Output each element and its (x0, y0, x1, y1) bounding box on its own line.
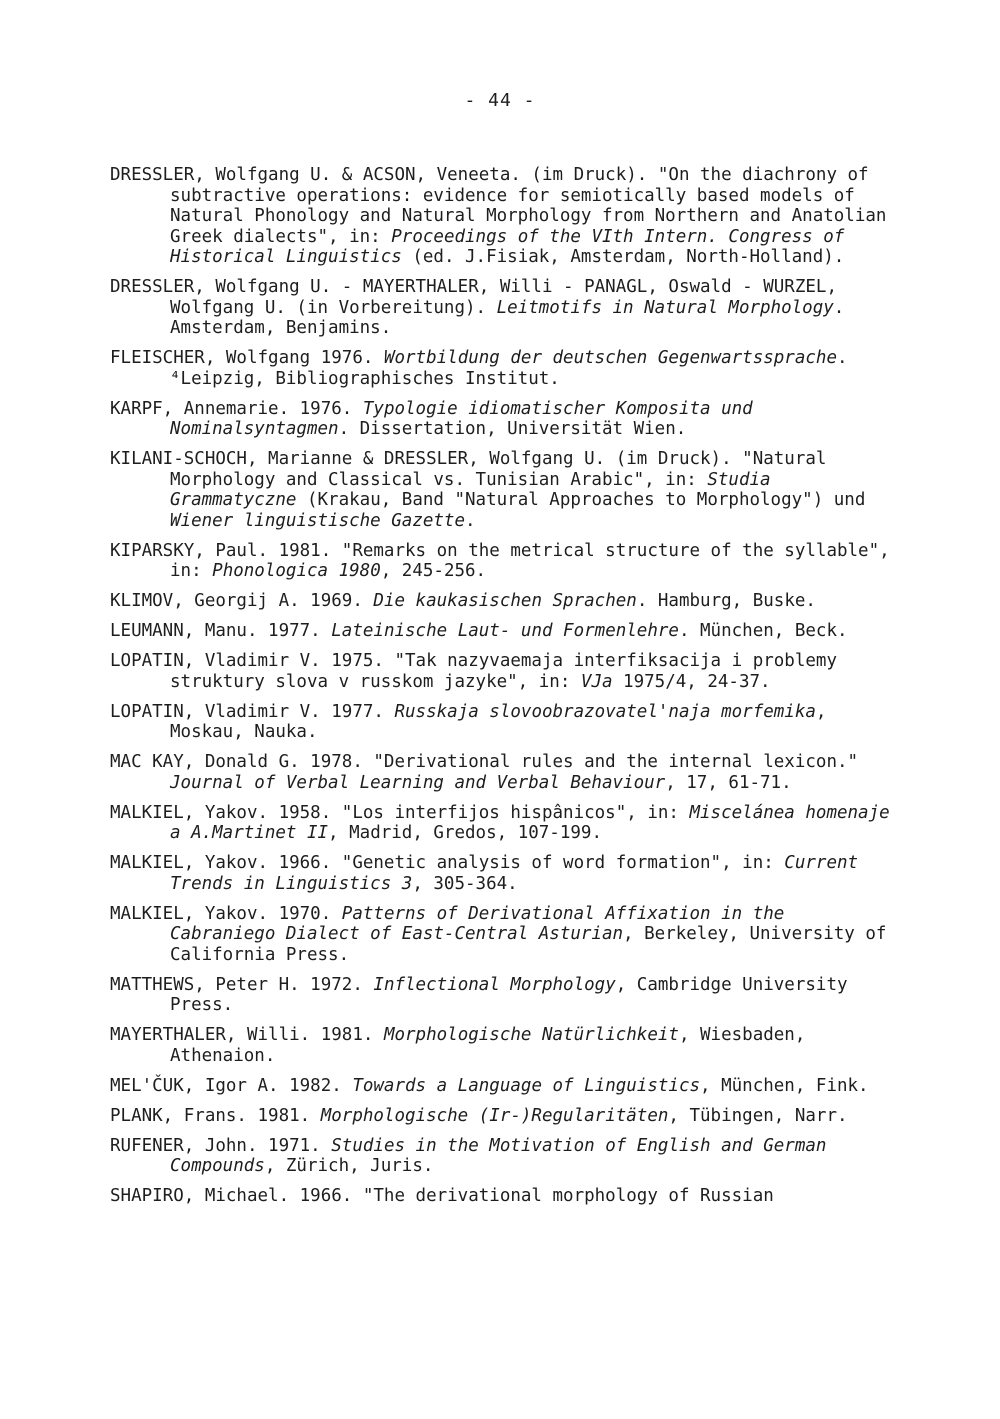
reference-entry-shapiro (110, 1186, 890, 1207)
reference-entry-leumann (110, 621, 890, 642)
reference-text: MAYERTHALER, Willi. 1981. (110, 1025, 384, 1045)
reference-title: Russkaja slovoobrazovatel'naja morfemika (394, 701, 816, 722)
reference-entry-mayerthaler (110, 1025, 890, 1066)
reference-entry-lopatin-1975 (110, 651, 890, 692)
reference-title: Wiener linguistische Gazette (170, 510, 466, 531)
reference-title: VJa (580, 671, 613, 692)
reference-text: (ed. J.Fisiak, Amsterdam, North-Holland). (401, 247, 845, 267)
reference-text: . Dissertation, Universität Wien. (338, 419, 687, 439)
reference-entry-melcuk (110, 1076, 890, 1097)
reference-title: Die kaukasischen Sprachen (373, 591, 637, 611)
reference-text: , Madrid, Gredos, 107-199. (328, 823, 602, 843)
reference-text: 1975/4, 24-37. (612, 671, 771, 692)
reference-text: . Hamburg, Buske. (636, 591, 816, 611)
reference-text: LOPATIN, Vladimir V. 1977. (110, 701, 395, 722)
reference-entry-mackay (110, 752, 890, 793)
reference-entry-matthews (110, 975, 890, 1016)
reference-text: KLIMOV, Georgij A. 1969. (110, 591, 374, 611)
reference-entry-fleischer (110, 348, 890, 389)
reference-text: , 245-256. (380, 561, 487, 581)
reference-title: Wortbildung der deutschen Gegenwartssprache (383, 348, 837, 368)
reference-entry-malkiel-1966 (110, 853, 890, 894)
reference-text: MALKIEL, Yakov. 1970. (110, 903, 342, 924)
reference-text: . ⁴Leipzig, Bibliographisches Institut. (170, 348, 859, 389)
reference-text: MAC KAY, Donald G. 1978. "Derivational rules and the internal lexicon." (110, 752, 869, 772)
reference-entry-klimov (110, 591, 890, 612)
reference-text: , Wiesbaden, Athenaion. (170, 1025, 816, 1066)
reference-list (110, 165, 901, 1216)
reference-text: DRESSLER, Wolfgang U. & ACSON, Veneeta. (im Druck). "On the diachrony of subtractive operations: evidence for semiotically based models of Natural Phonology and Natural Morphology from Northern and Anatolian Greek dialects", in: (110, 165, 897, 247)
reference-text: . (465, 510, 476, 531)
reference-text: LOPATIN, Vladimir V. 1975. "Tak nazyvaemaja interfiksacija i problemy struktury slova v russkom jazyke", in: (110, 651, 848, 692)
reference-title: Typologie idiomatischer Komposita und Nominalsyntagmen (170, 398, 764, 439)
reference-text: . München, Beck. (678, 621, 848, 641)
page-number: - 44 - (464, 90, 536, 111)
reference-title: Morphologische (Ir-)Regularitäten (320, 1105, 669, 1126)
reference-text: KIPARSKY, Paul. 1981. "Remarks on the metrical structure of the syllable", in: (110, 540, 901, 581)
reference-title: Inflectional Morphology (373, 974, 616, 995)
reference-text: , 17, 61-71. (665, 772, 792, 793)
reference-title: Proceedings of the VIth Intern. Congress of Historical Linguistics (170, 226, 855, 267)
reference-entry-dressler-mayerthaler (110, 277, 890, 339)
reference-entry-malkiel-1958 (110, 802, 901, 844)
reference-entry-malkiel-1970 (110, 903, 897, 966)
reference-title: Lateinische Laut- und Formenlehre (331, 621, 679, 641)
reference-text: SHAPIRO, Michael. 1966. "The derivational morphology of Russian (110, 1186, 774, 1206)
reference-text: PLANK, Frans. 1981. (110, 1105, 321, 1126)
reference-title: Studia Grammatyczne (170, 469, 782, 510)
reference-text: FLEISCHER, Wolfgang 1976. (110, 348, 384, 368)
reference-text: , Tübingen, Narr. (668, 1105, 848, 1126)
reference-entry-dressler-acson (110, 165, 897, 268)
reference-title: Phonologica 1980 (212, 561, 381, 581)
reference-text: , Moskau, Nauka. (170, 701, 838, 742)
reference-text: KARPF, Annemarie. 1976. (110, 398, 363, 419)
reference-text: MALKIEL, Yakov. 1966. "Genetic analysis of word formation", in: (110, 853, 785, 873)
reference-text: KILANI-SCHOCH, Marianne & DRESSLER, Wolfgang U. (im Druck). "Natural Morphology and Classical vs. Tunisian Arabic", in: (110, 449, 837, 490)
reference-text: (Krakau, Band "Natural Approaches to Morphology") und (296, 490, 876, 510)
reference-title: Current Trends in Linguistics 3 (170, 853, 869, 894)
reference-text: LEUMANN, Manu. 1977. (110, 621, 332, 641)
reference-title: Morphologische Natürlichkeit (383, 1025, 679, 1045)
reference-title: Patterns of Derivational Affixation in the Cabraniego Dialect of East-Central Asturian (170, 903, 795, 944)
reference-text: RUFENER, John. 1971. (110, 1135, 332, 1156)
reference-text: , 305-364. (412, 873, 518, 894)
reference-title: Miscelánea homenaje a A.Martinet II (170, 802, 901, 843)
reference-text: MATTHEWS, Peter H. 1972. (110, 974, 374, 995)
reference-title: Towards a Language of Linguistics (352, 1075, 701, 1096)
reference-title: Journal of Verbal Learning and Verbal Behaviour (170, 772, 666, 793)
reference-text: MALKIEL, Yakov. 1958. "Los interfijos hispânicos", in: (110, 802, 690, 823)
reference-text: , Zürich, Juris. (264, 1156, 434, 1176)
reference-entry-rufener (110, 1136, 890, 1177)
reference-text: DRESSLER, Wolfgang U. - MAYERTHALER, Willi - PANAGL, Oswald - WURZEL, Wolfgang U. (in Vorbereitung). (110, 277, 848, 318)
reference-text: MEL'ČUK, Igor A. 1982. (110, 1075, 353, 1096)
reference-entry-plank (110, 1106, 890, 1127)
reference-text: , Cambridge University Press. (170, 974, 859, 1015)
reference-title: Studies in the Motivation of English and German Compounds (170, 1135, 837, 1176)
reference-title: Leitmotifs in Natural Morphology (496, 297, 834, 318)
reference-entry-karpf (110, 399, 890, 440)
reference-text: , München, Fink. (700, 1075, 869, 1096)
reference-text: , Berkeley, University of California Press. (170, 924, 897, 965)
reference-entry-lopatin-1977 (110, 702, 890, 743)
reference-text: . Amsterdam, Benjamins. (170, 297, 855, 338)
reference-entry-kiparsky (110, 540, 901, 582)
reference-entry-kilani-schoch (110, 449, 890, 531)
